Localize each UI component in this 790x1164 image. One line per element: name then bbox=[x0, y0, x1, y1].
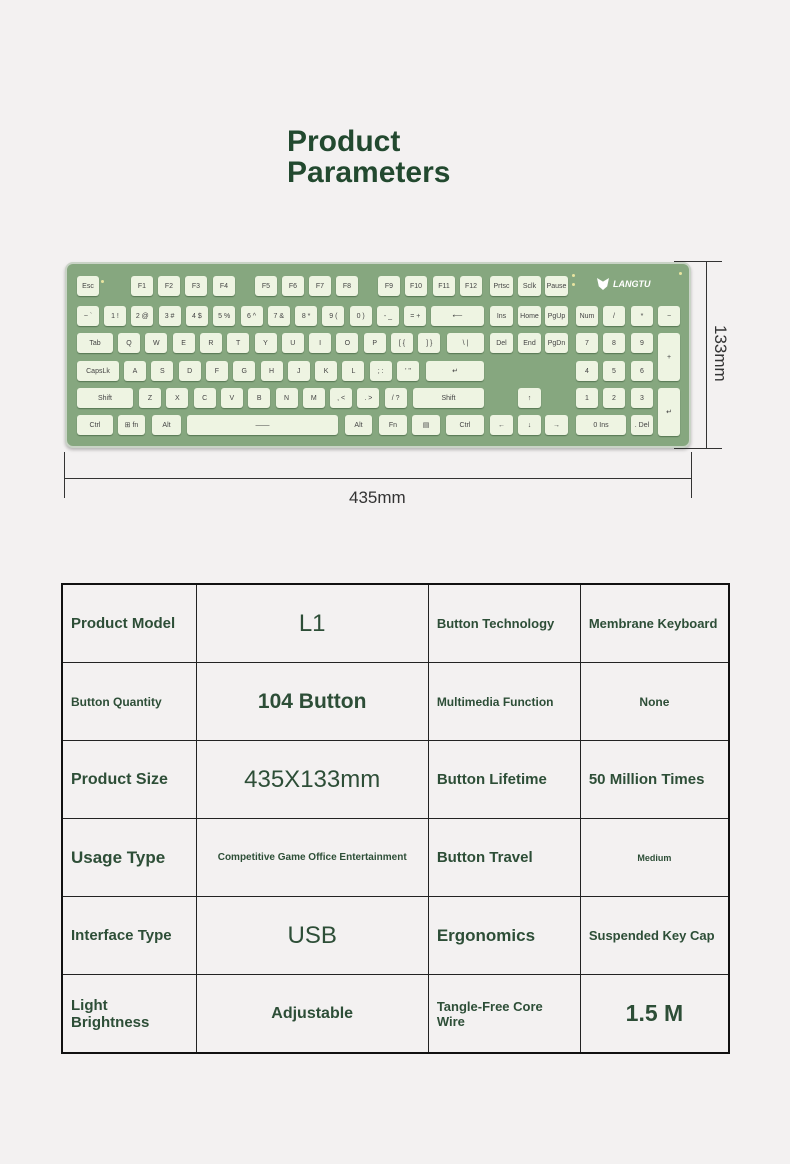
key: F12 bbox=[460, 276, 482, 296]
key: 1 bbox=[576, 388, 598, 408]
title-line-2: Parameters bbox=[287, 156, 451, 189]
key: F4 bbox=[213, 276, 235, 296]
key: 2 @ bbox=[131, 306, 153, 326]
key: ⟵ bbox=[431, 306, 484, 326]
key: Z bbox=[139, 388, 161, 408]
key: ' " bbox=[397, 361, 419, 381]
key: 1 ! bbox=[104, 306, 126, 326]
key: K bbox=[315, 361, 337, 381]
key: F8 bbox=[336, 276, 358, 296]
key: F5 bbox=[255, 276, 277, 296]
param-value: Membrane Keyboard bbox=[580, 584, 729, 663]
param-label: Ergonomics bbox=[428, 897, 580, 975]
param-label: Button Technology bbox=[428, 584, 580, 663]
param-label: Light Brightness bbox=[62, 975, 196, 1054]
key: P bbox=[364, 333, 386, 353]
table-row bbox=[62, 584, 729, 663]
led-indicator bbox=[101, 280, 104, 283]
led-indicator bbox=[572, 274, 575, 277]
key: − bbox=[658, 306, 680, 326]
key: * bbox=[631, 306, 653, 326]
key: ↑ bbox=[518, 388, 541, 408]
key: F3 bbox=[185, 276, 207, 296]
key: X bbox=[166, 388, 188, 408]
key: F bbox=[206, 361, 228, 381]
param-label: Button Quantity bbox=[62, 663, 196, 741]
key: L bbox=[342, 361, 364, 381]
param-value: 104 Button bbox=[196, 663, 428, 741]
key: F11 bbox=[433, 276, 455, 296]
dimension-tick bbox=[691, 452, 692, 498]
width-dimension-line bbox=[64, 478, 692, 479]
key: 3 # bbox=[159, 306, 181, 326]
key: Num bbox=[576, 306, 598, 326]
key: ] } bbox=[418, 333, 440, 353]
key: 6 ^ bbox=[241, 306, 263, 326]
key: Shift bbox=[413, 388, 484, 408]
param-value: USB bbox=[196, 897, 428, 975]
param-label: Usage Type bbox=[62, 819, 196, 897]
key: 4 $ bbox=[186, 306, 208, 326]
key: ~ ` bbox=[77, 306, 99, 326]
key: F6 bbox=[282, 276, 304, 296]
key: F9 bbox=[378, 276, 400, 296]
led-indicator bbox=[572, 283, 575, 286]
key: F10 bbox=[405, 276, 427, 296]
key: 6 bbox=[631, 361, 653, 381]
key: E bbox=[173, 333, 195, 353]
key: / ? bbox=[385, 388, 407, 408]
key: 0 Ins bbox=[576, 415, 626, 435]
key: 3 bbox=[631, 388, 653, 408]
param-label: Button Lifetime bbox=[428, 741, 580, 819]
key: 8 bbox=[603, 333, 625, 353]
key: G bbox=[233, 361, 255, 381]
key: / bbox=[603, 306, 625, 326]
brand-name: LANGTU bbox=[613, 279, 651, 289]
key: ; : bbox=[370, 361, 392, 381]
key: Esc bbox=[77, 276, 99, 296]
key: 9 ( bbox=[322, 306, 344, 326]
param-value: Medium bbox=[580, 819, 729, 897]
key: W bbox=[145, 333, 167, 353]
key: ▤ bbox=[412, 415, 440, 435]
param-value: None bbox=[580, 663, 729, 741]
key: J bbox=[288, 361, 310, 381]
key: C bbox=[194, 388, 216, 408]
param-value: L1 bbox=[196, 584, 428, 663]
key: Del bbox=[490, 333, 513, 353]
key: F7 bbox=[309, 276, 331, 296]
param-value: Suspended Key Cap bbox=[580, 897, 729, 975]
key: M bbox=[303, 388, 325, 408]
height-dimension-line bbox=[706, 261, 707, 449]
key: Sclk bbox=[518, 276, 541, 296]
key: D bbox=[179, 361, 201, 381]
table-row bbox=[62, 663, 729, 741]
param-label: Interface Type bbox=[62, 897, 196, 975]
key: . Del bbox=[631, 415, 653, 435]
brand-logo bbox=[597, 278, 651, 290]
key: B bbox=[248, 388, 270, 408]
key: F1 bbox=[131, 276, 153, 296]
key: I bbox=[309, 333, 331, 353]
key: ↵ bbox=[426, 361, 484, 381]
key: Q bbox=[118, 333, 140, 353]
param-label: Multimedia Function bbox=[428, 663, 580, 741]
key: Ctrl bbox=[446, 415, 484, 435]
key: Ins bbox=[490, 306, 513, 326]
param-value: 435X133mm bbox=[196, 741, 428, 819]
key: S bbox=[151, 361, 173, 381]
key: 0 ) bbox=[350, 306, 372, 326]
keyboard-image bbox=[65, 262, 691, 448]
param-label: Button Travel bbox=[428, 819, 580, 897]
param-value: Adjustable bbox=[196, 975, 428, 1054]
parameters-table bbox=[61, 583, 730, 1054]
key: R bbox=[200, 333, 222, 353]
key: —— bbox=[187, 415, 338, 435]
param-value: 1.5 M bbox=[580, 975, 729, 1054]
led-indicator bbox=[679, 272, 682, 275]
height-label: 133mm bbox=[711, 325, 730, 382]
param-value: Competitive Game Office Entertainment bbox=[196, 819, 428, 897]
key: 7 bbox=[576, 333, 598, 353]
key: → bbox=[545, 415, 568, 435]
key: \ | bbox=[447, 333, 484, 353]
key: , < bbox=[330, 388, 352, 408]
key: F2 bbox=[158, 276, 180, 296]
key: + bbox=[658, 333, 680, 381]
key: Alt bbox=[345, 415, 372, 435]
key: 2 bbox=[603, 388, 625, 408]
key: Tab bbox=[77, 333, 113, 353]
key: N bbox=[276, 388, 298, 408]
key: ⊞ fn bbox=[118, 415, 145, 435]
key: PgDn bbox=[545, 333, 568, 353]
key: Home bbox=[518, 306, 541, 326]
dimension-tick bbox=[674, 261, 722, 262]
key: 9 bbox=[631, 333, 653, 353]
table-row bbox=[62, 975, 729, 1054]
key: Pause bbox=[545, 276, 568, 296]
key: . > bbox=[357, 388, 379, 408]
key: End bbox=[518, 333, 541, 353]
param-label: Product Size bbox=[62, 741, 196, 819]
param-value: 50 Million Times bbox=[580, 741, 729, 819]
key: ↓ bbox=[518, 415, 541, 435]
key: ← bbox=[490, 415, 513, 435]
dimension-tick bbox=[674, 448, 722, 449]
table-row bbox=[62, 897, 729, 975]
key: Prtsc bbox=[490, 276, 513, 296]
table-row bbox=[62, 819, 729, 897]
key: U bbox=[282, 333, 304, 353]
key: PgUp bbox=[545, 306, 568, 326]
param-label: Tangle-Free Core Wire bbox=[428, 975, 580, 1054]
key: 5 % bbox=[213, 306, 235, 326]
key: Shift bbox=[77, 388, 133, 408]
page-title bbox=[287, 126, 450, 188]
dimension-tick bbox=[64, 452, 65, 498]
key: = + bbox=[404, 306, 426, 326]
key: ↵ bbox=[658, 388, 680, 436]
key: O bbox=[336, 333, 358, 353]
title-line-1: Product bbox=[287, 125, 401, 158]
key: 4 bbox=[576, 361, 598, 381]
param-label: Product Model bbox=[62, 584, 196, 663]
wolf-logo-icon bbox=[597, 278, 609, 290]
width-label: 435mm bbox=[349, 488, 406, 507]
key: 8 * bbox=[295, 306, 317, 326]
key: [ { bbox=[391, 333, 413, 353]
key: CapsLk bbox=[77, 361, 119, 381]
key: Alt bbox=[152, 415, 181, 435]
key: 5 bbox=[603, 361, 625, 381]
key: - _ bbox=[377, 306, 399, 326]
key: Fn bbox=[379, 415, 407, 435]
key: T bbox=[227, 333, 249, 353]
key: V bbox=[221, 388, 243, 408]
key: Ctrl bbox=[77, 415, 113, 435]
key: Y bbox=[255, 333, 277, 353]
key: H bbox=[261, 361, 283, 381]
key: 7 & bbox=[268, 306, 290, 326]
key: A bbox=[124, 361, 146, 381]
table-row bbox=[62, 741, 729, 819]
